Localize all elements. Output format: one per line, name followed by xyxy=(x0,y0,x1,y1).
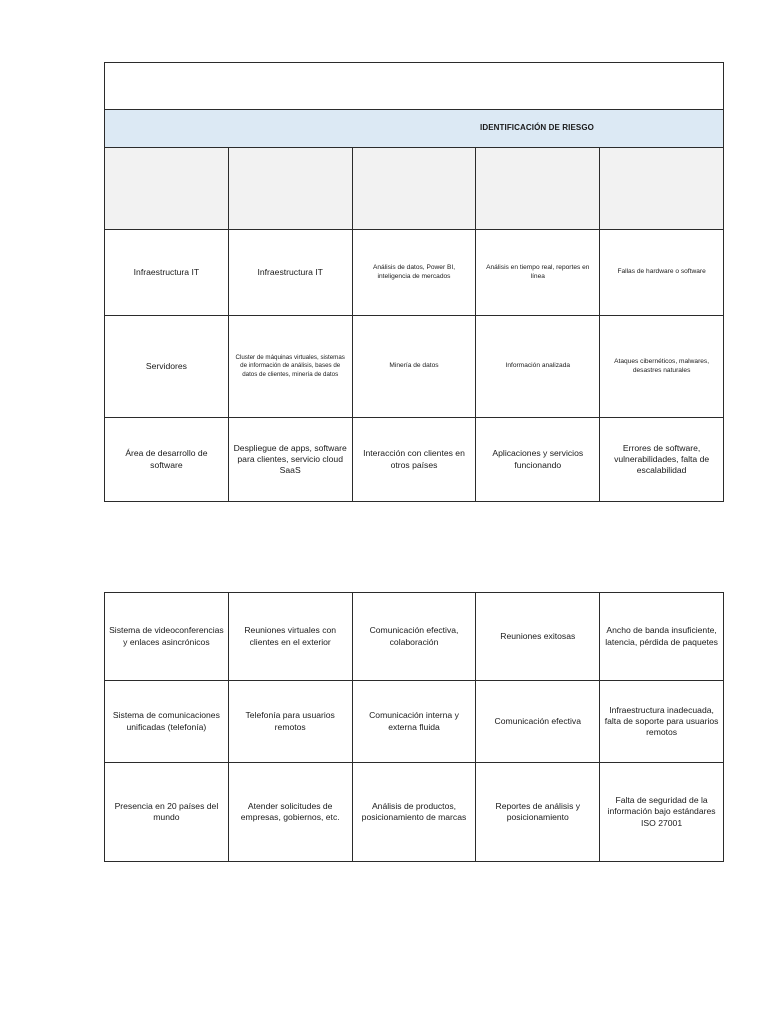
table-cell: Infraestructura IT xyxy=(105,230,229,316)
table-cell: Presencia en 20 países del mundo xyxy=(105,763,229,862)
table-row xyxy=(105,230,724,316)
table-cell: Aplicaciones y servicios funcionando xyxy=(476,418,600,502)
header-cell xyxy=(228,148,352,230)
title-cell xyxy=(105,63,724,110)
table-cell: Ancho de banda insuficiente, latencia, pérdida de paquetes xyxy=(600,593,724,681)
table-cell: Telefonía para usuarios remotos xyxy=(228,681,352,763)
table-cell: Área de desarrollo de software xyxy=(105,418,229,502)
table-cell: Despliegue de apps, software para clientes, servicio cloud SaaS xyxy=(228,418,352,502)
table-cell: Cluster de máquinas virtuales, sistemas de información de análisis, bases de datos de clientes, minería de datos xyxy=(228,316,352,418)
table-cell: Minería de datos xyxy=(352,316,476,418)
table-cell: Análisis de productos, posicionamiento de marcas xyxy=(352,763,476,862)
table-cell: Reuniones exitosas xyxy=(476,593,600,681)
table-cell: Sistema de videoconferencias y enlaces asincrónicos xyxy=(105,593,229,681)
table-cell: Infraestructura inadecuada, falta de soporte para usuarios remotos xyxy=(600,681,724,763)
table-cell: Comunicación interna y externa fluida xyxy=(352,681,476,763)
table-cell: Reportes de análisis y posicionamiento xyxy=(476,763,600,862)
table-row xyxy=(105,316,724,418)
table-cell: Infraestructura IT xyxy=(228,230,352,316)
table-row xyxy=(105,681,724,763)
section-header-row xyxy=(105,110,724,148)
table-cell: Errores de software, vulnerabilidades, falta de escalabilidad xyxy=(600,418,724,502)
table-cell: Análisis en tiempo real, reportes en línea xyxy=(476,230,600,316)
table-cell: Interacción con clientes en otros países xyxy=(352,418,476,502)
table-cell: Información analizada xyxy=(476,316,600,418)
risk-identification-table-continued xyxy=(104,592,724,862)
section-title: IDENTIFICACIÓN DE RIESGO xyxy=(105,110,724,148)
header-cell xyxy=(476,148,600,230)
table-cell: Análisis de datos, Power BI, inteligencia de mercados xyxy=(352,230,476,316)
table-cell: Reuniones virtuales con clientes en el exterior xyxy=(228,593,352,681)
table-row xyxy=(105,763,724,862)
column-header-row xyxy=(105,148,724,230)
table-cell: Fallas de hardware o software xyxy=(600,230,724,316)
table-cell: Comunicación efectiva xyxy=(476,681,600,763)
table-cell: Comunicación efectiva, colaboración xyxy=(352,593,476,681)
header-cell xyxy=(600,148,724,230)
table-cell: Atender solicitudes de empresas, gobiernos, etc. xyxy=(228,763,352,862)
table-cell: Ataques cibernéticos, malwares, desastres naturales xyxy=(600,316,724,418)
title-row xyxy=(105,63,724,110)
header-cell xyxy=(352,148,476,230)
table-cell: Servidores xyxy=(105,316,229,418)
table-cell: Sistema de comunicaciones unificadas (telefonía) xyxy=(105,681,229,763)
table-row xyxy=(105,418,724,502)
risk-identification-table xyxy=(104,62,724,502)
table-row xyxy=(105,593,724,681)
header-cell xyxy=(105,148,229,230)
table-cell: Falta de seguridad de la información bajo estándares ISO 27001 xyxy=(600,763,724,862)
